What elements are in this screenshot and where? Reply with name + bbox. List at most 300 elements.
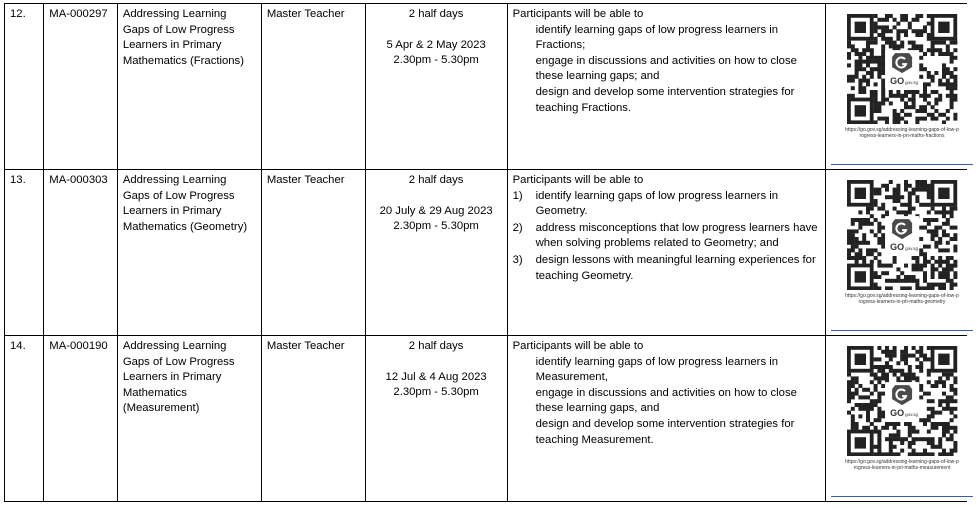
qr-module [927,380,931,384]
qr-module [847,256,851,260]
qr-module [874,365,878,369]
qr-module [927,188,931,192]
qr-module [931,75,935,79]
qr-module [877,452,881,456]
qr-module [919,67,923,71]
qr-module [904,437,908,441]
qr-module [931,41,935,45]
qr-code-image[interactable] [845,178,959,290]
qr-module [953,117,957,121]
qr-module [855,67,859,71]
qr-module [927,283,931,287]
qr-module [946,222,950,226]
qr-module [915,18,919,22]
qr-module [950,75,954,79]
qr-code-image[interactable] [845,344,959,456]
qr-module [866,407,870,411]
qr-module [919,237,923,241]
qr-module [900,286,904,290]
qr-module [915,279,919,283]
course-code-cell [44,336,118,502]
qr-module [912,18,916,22]
qr-module [896,113,900,117]
qr-module [953,399,957,403]
objectives-list [513,189,820,285]
qr-module [881,350,885,354]
qr-module [851,218,855,222]
qr-module [874,203,878,207]
qr-module [953,441,957,445]
qr-module [881,214,885,218]
qr-module [851,376,855,380]
qr-module [900,354,904,358]
qr-module [927,430,931,434]
objective-item [513,189,820,220]
qr-module [900,98,904,102]
qr-module [896,191,900,195]
qr-module [904,94,908,98]
qr-module [877,275,881,279]
qr-module [893,256,897,260]
qr-module [915,437,919,441]
qr-module [904,279,908,283]
qr-module [946,94,950,98]
qr-module [874,29,878,33]
qr-module [893,279,897,283]
qr-module [862,86,866,90]
qr-module [934,90,938,94]
qr-module [931,229,935,233]
qr-module [915,376,919,380]
qr-module [862,60,866,64]
qr-module [885,14,889,18]
qr-module [938,237,942,241]
qr-module [874,199,878,203]
qr-module [919,286,923,290]
qr-module [923,218,927,222]
qr-module [942,41,946,45]
qr-module [870,380,874,384]
qr-module [896,22,900,26]
qr-module [927,33,931,37]
qr-module [877,449,881,453]
qr-module [874,248,878,252]
qr-module [896,117,900,121]
qr-module [855,52,859,56]
qr-module [866,79,870,83]
qr-module [938,403,942,407]
qr-module [877,414,881,418]
qr-module [896,44,900,48]
qr-module [885,452,889,456]
qr-module [870,252,874,256]
qr-module [877,207,881,211]
qr-module [915,452,919,456]
objectives-cell [507,336,825,502]
qr-module [847,411,851,415]
qr-module [858,407,862,411]
qr-module [855,252,859,256]
qr-module [896,361,900,365]
qr-module [862,256,866,260]
qr-module [927,373,931,377]
qr-module [953,407,957,411]
course-dates: 12 Jul & 4 Aug 2023 [385,370,487,383]
qr-module [919,94,923,98]
qr-module [896,199,900,203]
qr-finder-pattern [938,354,949,365]
qr-module [855,218,859,222]
qr-module [931,113,935,117]
qr-module [870,41,874,45]
qr-module [866,44,870,48]
qr-module [855,241,859,245]
qr-module [934,117,938,121]
qr-module [931,79,935,83]
qr-module [904,346,908,350]
qr-module [912,354,916,358]
qr-module [942,426,946,430]
qr-logo-text: GO [890,242,905,253]
qr-module [908,203,912,207]
qr-module [877,380,881,384]
qr-module [877,437,881,441]
qr-link-text[interactable]: https://go.gov.sg/addressing-learning-gaps-of-low-progress-learners-in-pri-maths-fractions [845,127,959,140]
qr-module [851,395,855,399]
qr-module [919,188,923,192]
course-dates: 20 July & 29 Aug 2023 [379,204,493,217]
qr-module [904,29,908,33]
qr-module [923,449,927,453]
qr-module [881,414,885,418]
course-title: Addressing Learning Gaps of Low Progress Learners in Primary Mathematics (Geometry) [122,174,248,233]
qr-module [900,117,904,121]
qr-cell [825,170,967,336]
qr-module [870,260,874,264]
qr-module [908,195,912,199]
qr-module [942,260,946,264]
qr-module [885,354,889,358]
qr-module [946,452,950,456]
qr-module [953,271,957,275]
qr-module [904,184,908,188]
qr-module [953,376,957,380]
qr-module [900,29,904,33]
qr-module [950,437,954,441]
table-row [5,336,968,502]
qr-module [931,275,935,279]
qr-module [847,392,851,396]
course-code: MA-000297 [49,8,108,20]
qr-module [953,41,957,45]
qr-module [874,376,878,380]
qr-module [881,241,885,245]
qr-module [915,90,919,94]
qr-module [870,222,874,226]
qr-divider [831,496,973,497]
qr-module [885,120,889,124]
qr-module [938,241,942,245]
qr-module [915,199,919,203]
qr-module [931,264,935,268]
qr-module [927,113,931,117]
qr-module [862,75,866,79]
qr-module [938,248,942,252]
qr-module [942,380,946,384]
qr-module [858,67,862,71]
qr-module [893,44,897,48]
qr-module [858,403,862,407]
qr-module [923,354,927,358]
course-title: Addressing Learning Gaps of Low Progress Learners in Primary Mathematics (Fractions) [122,8,244,67]
qr-module [870,75,874,79]
qr-module [953,79,957,83]
qr-module [942,384,946,388]
qr-module [927,245,931,249]
qr-module [919,44,923,48]
qr-module [923,260,927,264]
facilitator-cell [261,4,365,170]
qr-module [915,283,919,287]
qr-module [889,365,893,369]
qr-module [942,452,946,456]
qr-module [877,369,881,373]
qr-module [881,411,885,415]
qr-module [885,210,889,214]
qr-module [950,86,954,90]
qr-module [885,365,889,369]
qr-module [874,90,878,94]
qr-module [896,430,900,434]
qr-module [904,376,908,380]
qr-module [938,79,942,83]
qr-module [919,48,923,52]
qr-module [866,218,870,222]
qr-module [862,90,866,94]
qr-module [912,346,916,350]
qr-module [938,271,942,275]
qr-module [874,105,878,109]
qr-module [927,418,931,422]
qr-module [934,71,938,75]
qr-module [927,369,931,373]
qr-module [953,380,957,384]
qr-module [904,275,908,279]
qr-module [927,71,931,75]
qr-module [847,252,851,256]
qr-module [919,14,923,18]
qr-module [866,41,870,45]
qr-module [896,267,900,271]
course-title-cell [117,170,261,336]
qr-module [927,195,931,199]
qr-module [931,218,935,222]
qr-module [931,44,935,48]
qr-module [870,207,874,211]
qr-module [893,445,897,449]
qr-module [942,82,946,86]
qr-module [893,346,897,350]
qr-module [904,113,908,117]
qr-module [866,426,870,430]
qr-module [855,60,859,64]
qr-module [915,256,919,260]
course-time: 2.30pm - 5.30pm [393,220,479,233]
qr-module [904,188,908,192]
qr-module [908,376,912,380]
qr-module [919,105,923,109]
qr-module [946,109,950,113]
qr-module [881,25,885,29]
qr-finder-pattern [855,354,866,365]
qr-module [942,449,946,453]
qr-module [946,403,950,407]
qr-logo-subtext: gov.sg [905,80,918,86]
qr-module [870,52,874,56]
qr-module [950,373,954,377]
qr-module [931,445,935,449]
qr-module [938,260,942,264]
qr-module [950,388,954,392]
qr-module [893,25,897,29]
qr-module [885,361,889,365]
qr-module [881,56,885,60]
qr-module [881,29,885,33]
qr-module [877,117,881,121]
qr-module [870,373,874,377]
objective-item [513,221,820,252]
qr-link-text[interactable]: https://go.gov.sg/addressing-learning-gaps-of-low-progress-learners-in-pri-maths-measurement [845,459,959,472]
qr-module [881,203,885,207]
qr-module [847,94,851,98]
qr-module [927,184,931,188]
qr-module [896,437,900,441]
qr-module [908,445,912,449]
qr-module [877,430,881,434]
qr-module [885,264,889,268]
qr-module [866,411,870,415]
qr-module [912,264,916,268]
qr-module [950,60,954,64]
objective-text: identify learning gaps of low progress learners in Measurement, [535,355,779,384]
qr-module [919,180,923,184]
qr-module [953,94,957,98]
qr-module [874,188,878,192]
qr-module [896,376,900,380]
qr-module [912,105,916,109]
qr-module [950,418,954,422]
qr-module [934,233,938,237]
qr-module [915,350,919,354]
qr-logo-text: GO [890,76,905,87]
qr-module [847,75,851,79]
qr-module [923,67,927,71]
qr-module [900,271,904,275]
qr-module [896,33,900,37]
qr-module [874,445,878,449]
qr-module [931,237,935,241]
qr-module [927,222,931,226]
qr-module [893,188,897,192]
qr-module [858,248,862,252]
qr-module [847,399,851,403]
course-dates: 5 Apr & 2 May 2023 [386,38,486,51]
qr-module [942,286,946,290]
qr-module [927,22,931,26]
qr-module [904,33,908,37]
qr-module [912,376,916,380]
qr-module [858,79,862,83]
qr-module [885,37,889,41]
qr-link-text[interactable]: https://go.gov.sg/addressing-learning-gaps-of-low-progress-learners-in-pri-maths-geometry [845,293,959,306]
qr-module [870,403,874,407]
qr-module [912,207,916,211]
qr-module [862,233,866,237]
qr-module [931,207,935,211]
qr-module [889,369,893,373]
qr-module [904,203,908,207]
qr-module [896,210,900,214]
qr-module [950,101,954,105]
qr-module [881,365,885,369]
row-number-cell [5,336,44,502]
qr-module [938,82,942,86]
qr-module [881,207,885,211]
qr-module [938,376,942,380]
qr-logo-subtext: gov.sg [905,246,918,252]
qr-module [889,195,893,199]
qr-module [874,22,878,26]
qr-module [893,260,897,264]
qr-module [851,414,855,418]
qr-module [912,101,916,105]
qr-module [938,283,942,287]
qr-module [877,101,881,105]
qr-module [942,75,946,79]
qr-module [855,48,859,52]
qr-module [862,48,866,52]
qr-module [934,41,938,45]
objective-text: identify learning gaps of low progress learners in Geometry. [535,189,779,218]
qr-module [889,94,893,98]
qr-module [847,233,851,237]
qr-module [889,286,893,290]
qr-module [915,188,919,192]
qr-module [893,433,897,437]
qr-module [923,256,927,260]
qr-module [950,82,954,86]
qr-module [874,101,878,105]
qr-module [953,426,957,430]
qr-module [877,399,881,403]
qr-module [927,203,931,207]
qr-module [904,105,908,109]
qr-module [889,37,893,41]
qr-module [950,399,954,403]
qr-module [866,395,870,399]
qr-module [950,279,954,283]
qr-module [896,37,900,41]
qr-module [953,48,957,52]
qr-module [847,229,851,233]
qr-module [934,260,938,264]
qr-module [881,98,885,102]
qr-module [934,226,938,230]
qr-code-image[interactable] [845,12,959,124]
qr-module [881,44,885,48]
qr-module [946,399,950,403]
qr-module [904,286,908,290]
